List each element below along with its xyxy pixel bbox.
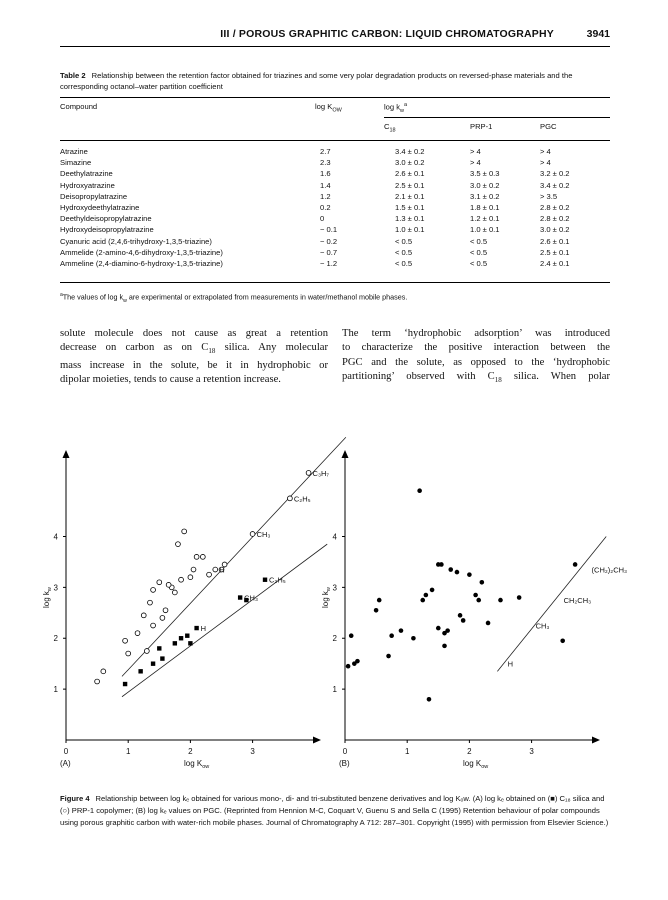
cell-prp1: < 0.5 <box>470 247 488 257</box>
point-annotation: CH₃ <box>256 529 271 539</box>
data-point-filled-circle <box>349 633 354 638</box>
y-axis-label: $\log k_w$ <box>321 587 332 608</box>
data-point-open-circle <box>157 580 162 585</box>
y-tick-label: 1 <box>332 685 337 695</box>
y-axis-arrow <box>63 450 70 458</box>
figure-caption-text: Relationship between log kₑ obtained for various mono-, di- and tri-substituted benzene derivatives and log Kₒw. (A) log kₑ obtained on (■) C₁₈ silica and (○) PRP-1 copolymer; (B) log kₑ values on PGC. (Reprinted from Hennion M-C, Coquart V, Guenu S and Sella C (1995) Retention behaviour of polar compounds using porous graphitic carbon with water-rich mobile phases. Journal of Chromatography A 712: 287–301. Copyright (1995) with permission from Elsevier Science.) <box>60 794 609 827</box>
cell-pgc: 3.4 ± 0.2 <box>540 180 570 190</box>
data-point-open-circle <box>135 631 140 636</box>
data-point-filled-square <box>188 641 192 645</box>
x-tick-label: 1 <box>404 747 410 756</box>
data-point-filled-circle <box>573 562 578 567</box>
data-point-filled-circle <box>439 562 444 567</box>
x-tick-label: 3 <box>529 747 534 756</box>
data-point-open-circle <box>306 470 311 475</box>
cell-c18: 1.0 ± 0.1 <box>395 225 425 235</box>
panel-label: (A) <box>60 759 71 768</box>
data-point-open-circle <box>179 577 184 582</box>
panel-label: (B) <box>339 759 350 768</box>
data-point-filled-circle <box>480 580 485 585</box>
data-point-filled-circle <box>442 644 447 649</box>
data-point-open-circle <box>151 588 156 593</box>
col-header-logkw: $\log k_w^a$ <box>384 102 408 115</box>
cell-logkow: − 0.7 <box>320 247 338 257</box>
data-point-filled-square <box>160 656 164 660</box>
cell-compound: Deethyldeisopropylatrazine <box>60 214 152 224</box>
cell-logkow: 1.2 <box>320 191 331 201</box>
y-tick-label: 4 <box>53 532 58 542</box>
data-point-filled-circle <box>374 608 379 613</box>
data-point-filled-circle <box>424 593 429 598</box>
cell-c18: 2.1 ± 0.1 <box>395 191 425 201</box>
cell-logkow: 0 <box>320 214 325 224</box>
data-point-open-circle <box>141 613 146 618</box>
cell-prp1: 3.1 ± 0.2 <box>470 191 500 201</box>
cell-c18: 1.3 ± 0.1 <box>395 214 425 224</box>
subcol-header-pgc: PGC <box>540 122 557 131</box>
y-tick-label: 3 <box>332 583 337 593</box>
page-number: 3941 <box>586 28 610 40</box>
data-point-filled-circle <box>430 588 435 593</box>
cell-compound: Deethylatrazine <box>60 169 113 179</box>
data-point-filled-circle <box>411 636 416 641</box>
logkw-group-rule <box>384 117 610 118</box>
data-point-open-circle <box>101 669 106 674</box>
x-tick-label: 0 <box>63 747 69 756</box>
point-annotation: C₂H₅ <box>269 575 286 585</box>
data-point-filled-circle <box>445 628 450 633</box>
y-axis-label: $\log k_w$ <box>42 587 53 608</box>
cell-c18: < 0.5 <box>395 259 413 268</box>
data-point-filled-square <box>185 634 189 638</box>
table-caption <box>60 70 608 92</box>
data-point-filled-square <box>263 578 267 582</box>
data-point-open-circle <box>250 532 255 537</box>
data-point-open-circle <box>123 638 128 643</box>
x-tick-label: 3 <box>250 747 255 756</box>
data-point-filled-circle <box>355 659 360 664</box>
data-point-open-circle <box>191 567 196 572</box>
data-point-filled-circle <box>476 598 481 603</box>
header-rule <box>60 46 610 47</box>
cell-compound: Simazine <box>60 158 92 168</box>
y-tick-label: 2 <box>53 634 58 644</box>
cell-prp1: > 4 <box>470 158 481 168</box>
cell-compound: Hydroxydeethylatrazine <box>60 203 140 212</box>
y-tick-label: 2 <box>332 634 337 644</box>
point-annotation: CH₂CH₃ <box>563 596 592 606</box>
cell-logkow: − 0.2 <box>320 236 338 246</box>
point-annotation: (CH₂)₂CH₃ <box>591 565 628 575</box>
cell-pgc: 2.8 ± 0.2 <box>540 203 570 212</box>
data-point-filled-circle <box>436 626 441 631</box>
cell-compound: Atrazine <box>60 147 88 156</box>
table-bottom-rule <box>60 282 610 283</box>
data-point-open-circle <box>188 575 193 580</box>
table-top-rule <box>60 97 610 98</box>
cell-c18: 3.0 ± 0.2 <box>395 158 425 168</box>
data-point-filled-circle <box>458 613 463 618</box>
data-point-open-circle <box>213 567 218 572</box>
x-axis-arrow <box>313 737 321 744</box>
data-point-open-circle <box>148 600 153 605</box>
body-text-left: solute molecule does not cause as great a retention decrease on carbon as on $C_{18}$ silica. Any molecular mass increase in the solute, be it in hydrophobic or dipolar moieties, tends to cause a retention increase. <box>60 328 328 386</box>
cell-c18: 2.5 ± 0.1 <box>395 180 425 190</box>
point-annotation: H <box>507 659 514 669</box>
table-header-rule <box>60 140 610 141</box>
cell-prp1: < 0.5 <box>470 236 488 246</box>
subcol-header-c18: $C_{18}$ <box>384 122 396 134</box>
data-point-filled-circle <box>560 638 565 643</box>
point-annotation: H <box>200 624 207 634</box>
data-point-filled-circle <box>498 598 503 603</box>
cell-logkow: − 0.1 <box>320 225 338 235</box>
data-point-open-circle <box>176 542 181 547</box>
cell-pgc: 2.5 ± 0.1 <box>540 247 570 257</box>
data-point-open-circle <box>194 554 199 559</box>
x-tick-label: 0 <box>342 747 348 756</box>
data-point-filled-circle <box>467 572 472 577</box>
data-point-filled-square <box>123 682 127 686</box>
cell-logkow: 0.2 <box>320 203 331 212</box>
y-tick-label: 4 <box>332 532 337 542</box>
col-header-compound: Compound <box>60 102 98 111</box>
data-point-open-circle <box>163 608 168 613</box>
point-annotation: C₃H₇ <box>312 468 330 478</box>
x-axis-arrow <box>592 737 600 744</box>
cell-pgc: 2.8 ± 0.2 <box>540 214 570 224</box>
data-point-open-circle <box>151 623 156 628</box>
cell-logkow: 2.7 <box>320 147 331 156</box>
data-point-open-circle <box>166 582 171 587</box>
cell-c18: 1.5 ± 0.1 <box>395 203 425 212</box>
cell-c18: 3.4 ± 0.2 <box>395 147 425 156</box>
running-header <box>60 28 610 42</box>
cell-c18: < 0.5 <box>395 247 413 257</box>
data-point-filled-square <box>194 626 198 630</box>
x-axis-label: $\log K_{ow}$ <box>183 759 210 770</box>
point-annotation: C₂H₅ <box>293 494 311 504</box>
cell-prp1: 1.2 ± 0.1 <box>470 214 500 224</box>
data-point-filled-circle <box>417 488 422 493</box>
cell-prp1: > 4 <box>470 147 481 156</box>
data-point-filled-circle <box>386 654 391 659</box>
cell-pgc: 3.0 ± 0.2 <box>540 225 570 235</box>
table-caption-text: Relationship between the retention factor obtained for triazines and some very polar degradation products on reversed-phase materials and the corresponding octanol–water partition coefficient <box>60 71 573 91</box>
data-point-filled-square <box>138 669 142 673</box>
x-tick-label: 2 <box>467 747 472 756</box>
data-point-filled-circle <box>461 618 466 623</box>
y-axis-arrow <box>342 450 349 458</box>
data-point-filled-circle <box>486 621 491 626</box>
cell-logkow: 2.3 <box>320 158 331 168</box>
figure-4-plots <box>42 435 628 780</box>
running-header-title: III / POROUS GRAPHITIC CARBON: LIQUID CHROMATOGRAPHY <box>220 28 554 40</box>
cell-prp1: < 0.5 <box>470 259 488 268</box>
point-annotation: H <box>219 565 225 575</box>
cell-compound: Deisopropylatrazine <box>60 191 128 201</box>
cell-logkow: 1.4 <box>320 180 331 190</box>
x-tick-label: 1 <box>125 747 131 756</box>
data-point-open-circle <box>172 590 177 595</box>
cell-pgc: 3.2 ± 0.2 <box>540 169 570 179</box>
cell-prp1: 1.8 ± 0.1 <box>470 203 500 212</box>
cell-prp1: 1.0 ± 0.1 <box>470 225 500 235</box>
point-annotation: CH₃ <box>244 593 259 603</box>
data-point-filled-square <box>179 636 183 640</box>
col-header-logkow: $\log K_{OW}$ <box>315 102 342 114</box>
cell-c18: < 0.5 <box>395 236 413 246</box>
cell-compound: Ammeline (2,4-diamino-6-hydroxy-1,3,5-triazine) <box>60 259 223 268</box>
body-text-right: The term ‘hydrophobic adsorption’ was introduced to characterize the positive interaction between the PGC and the solute, as opposed to the ‘hydrophobic partitioning’ observed with $C_{18}$ silica. When polar <box>342 328 610 385</box>
figure-4 <box>42 435 628 780</box>
cell-compound: Hydroxydeisopropylatrazine <box>60 225 154 235</box>
subcol-header-prp1: PRP-1 <box>470 122 493 131</box>
cell-pgc: 2.4 ± 0.1 <box>540 259 570 268</box>
cell-pgc: > 3.5 <box>540 191 558 201</box>
data-point-filled-square <box>238 595 242 599</box>
figure-label: Figure 4 <box>60 794 90 803</box>
data-point-filled-circle <box>448 567 453 572</box>
cell-compound: Cyanuric acid (2,4,6-trihydroxy-1,3,5-triazine) <box>60 236 212 246</box>
x-axis-label: $\log K_{ow}$ <box>462 759 489 770</box>
table-label: Table 2 <box>60 71 86 80</box>
y-tick-label: 1 <box>53 685 58 695</box>
cell-logkow: 1.6 <box>320 169 331 179</box>
cell-compound: Ammelide (2-amino-4,6-dihydroxy-1,3,5-triazine) <box>60 247 223 257</box>
data-point-filled-circle <box>427 697 432 702</box>
data-point-open-circle <box>182 529 187 534</box>
data-point-filled-square <box>157 646 161 650</box>
data-point-open-circle <box>144 649 149 654</box>
cell-prp1: 3.5 ± 0.3 <box>470 169 500 179</box>
cell-c18: 2.6 ± 0.1 <box>395 169 425 179</box>
cell-prp1: 3.0 ± 0.2 <box>470 180 500 190</box>
figure-caption <box>60 793 610 829</box>
cell-compound: Hydroxyatrazine <box>60 180 115 190</box>
data-point-filled-circle <box>473 593 478 598</box>
point-annotation: CH₃ <box>535 621 550 631</box>
data-point-open-circle <box>207 572 212 577</box>
cell-logkow: − 1.2 <box>320 259 338 268</box>
cell-pgc: 2.6 ± 0.1 <box>540 236 570 246</box>
data-point-open-circle <box>160 615 165 620</box>
data-point-open-circle <box>200 554 205 559</box>
data-point-filled-square <box>151 661 155 665</box>
data-point-filled-circle <box>346 664 351 669</box>
data-point-filled-circle <box>420 598 425 603</box>
data-point-filled-circle <box>399 628 404 633</box>
cell-pgc: > 4 <box>540 158 551 168</box>
x-tick-label: 2 <box>188 747 193 756</box>
data-point-filled-circle <box>517 595 522 600</box>
data-point-filled-square <box>173 641 177 645</box>
data-point-open-circle <box>126 651 131 656</box>
cell-pgc: > 4 <box>540 147 551 156</box>
data-point-open-circle <box>288 496 293 501</box>
data-point-filled-circle <box>377 598 382 603</box>
data-point-filled-circle <box>389 633 394 638</box>
data-point-open-circle <box>95 679 100 684</box>
data-point-filled-circle <box>455 570 460 575</box>
table-footnote: $^a$The values of $\log k_w$ are experimental or extrapolated from measurements in water/methanol mobile phases. <box>60 292 408 304</box>
y-tick-label: 3 <box>53 583 58 593</box>
